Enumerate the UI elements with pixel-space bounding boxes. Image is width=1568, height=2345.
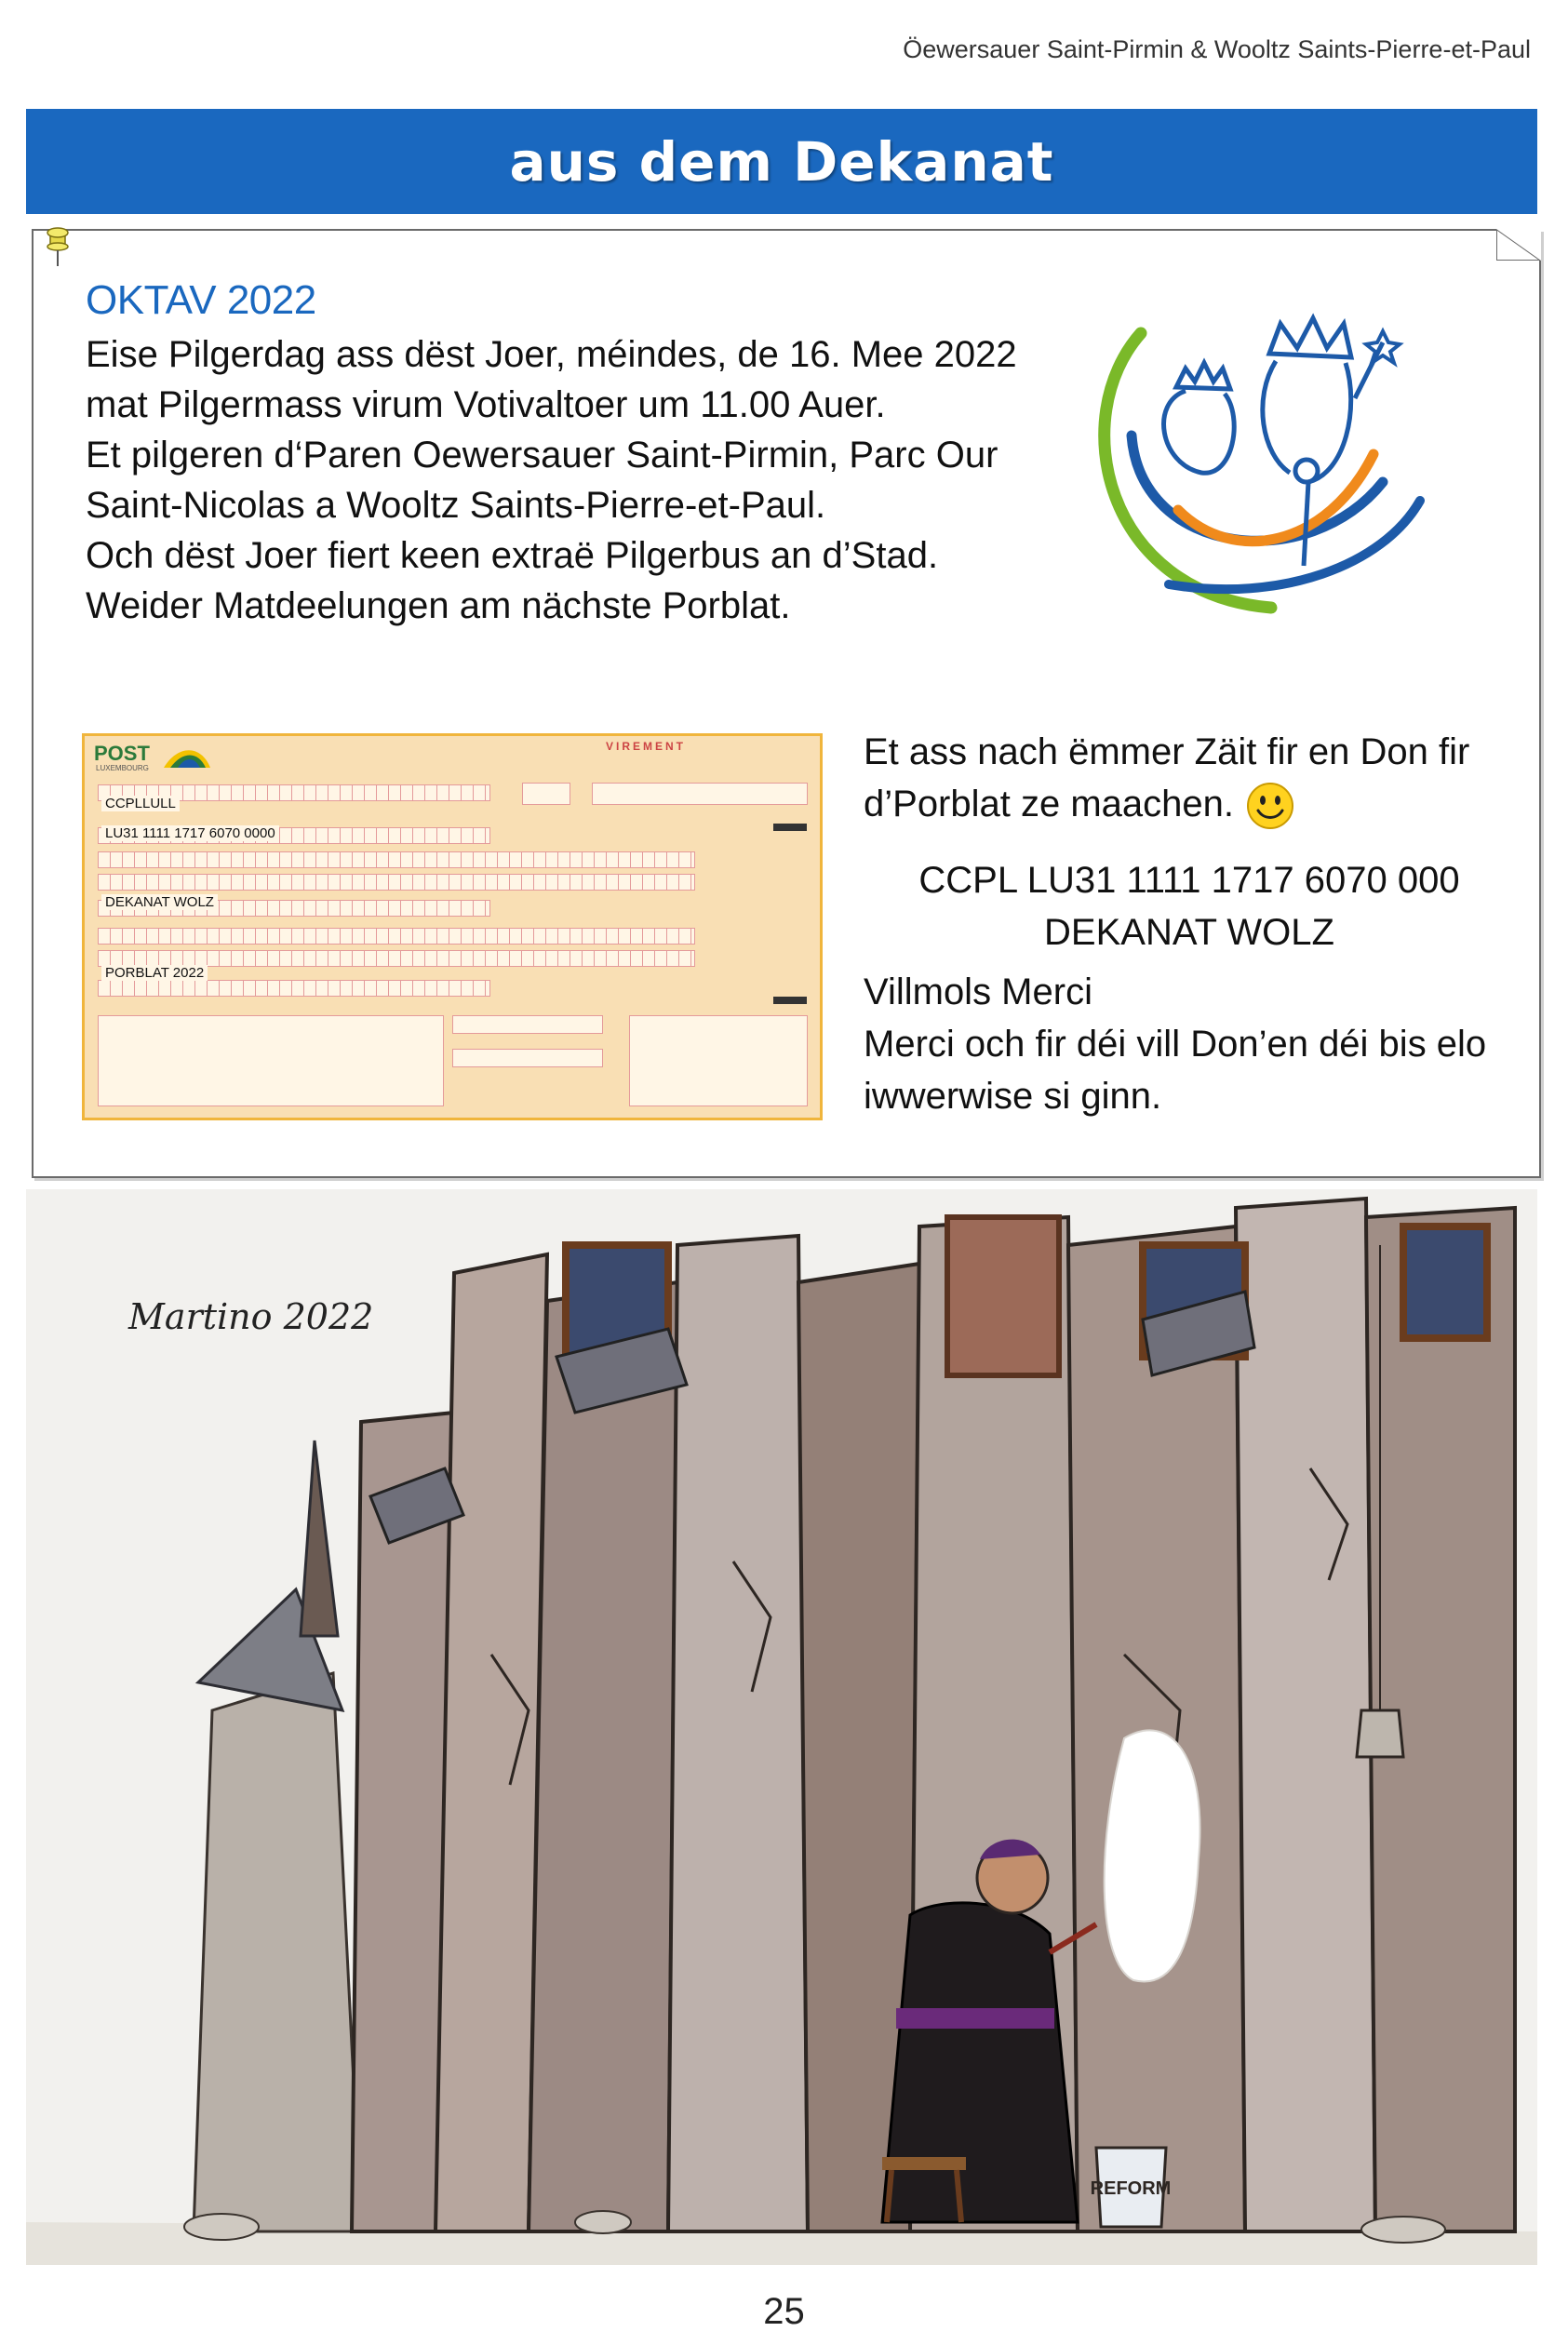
- form-row: [98, 874, 695, 891]
- push-pin-icon: [39, 221, 76, 268]
- oktav-description: [86, 329, 1053, 631]
- church-reform-cartoon: [26, 1189, 1537, 2265]
- form-beneficiary: DEKANAT WOLZ: [101, 894, 218, 910]
- page-curl-icon: [1496, 229, 1541, 261]
- thanks-text: [864, 966, 1534, 1122]
- smiley-icon: [1245, 781, 1295, 831]
- thanks-line: Villmols Merci: [864, 972, 1092, 1012]
- donation-line: d’Porblat ze maachen.: [864, 784, 1235, 824]
- form-communication: PORBLAT 2022: [101, 965, 208, 981]
- oktav-line: Weider Matdeelungen am nächste Porblat.: [86, 585, 791, 626]
- page-number: 25: [763, 2291, 805, 2332]
- thanks-line: iwwerwise si ginn.: [864, 1076, 1162, 1117]
- donation-line-with-smiley: [864, 778, 1515, 831]
- form-iban: LU31 1111 1717 6070 0000: [101, 825, 279, 841]
- form-box: [629, 1015, 808, 1106]
- form-bic: CCPLLULL: [101, 796, 180, 811]
- donation-line: Et ass nach ëmmer Zäit fir en Don fir: [864, 731, 1470, 772]
- bank-details: [864, 854, 1515, 958]
- form-marker: [773, 997, 807, 1004]
- cartoon-signature: Martino 2022: [128, 1296, 374, 1337]
- oktav-title: OKTAV 2022: [86, 277, 316, 323]
- post-logo-icon: [159, 740, 215, 773]
- bank-account-name: DEKANAT WOLZ: [1044, 912, 1334, 953]
- oktav-line: Eise Pilgerdag ass dëst Joer, méindes, de 16. Mee 2022: [86, 334, 1017, 375]
- form-box: [522, 783, 570, 805]
- form-box: [452, 1049, 603, 1067]
- form-heading: VIREMENT: [606, 740, 687, 753]
- oktav-logo-icon: [1076, 296, 1448, 631]
- transfer-form-image: [82, 733, 823, 1120]
- form-row: [98, 980, 490, 997]
- thanks-line: Merci och fir déi vill Don’en déi bis elo: [864, 1024, 1487, 1065]
- form-row: [98, 851, 695, 868]
- donation-text: [864, 726, 1515, 831]
- post-brand-sub: LUXEMBOURG: [96, 764, 149, 772]
- post-brand: POST: [94, 742, 150, 765]
- form-box: [592, 783, 808, 805]
- cartoon-illustration: [26, 1189, 1537, 2265]
- form-marker: [773, 824, 807, 831]
- form-row: [98, 928, 695, 945]
- running-head: Öewersauer Saint-Pirmin & Wooltz Saints-Pierre-et-Paul: [903, 35, 1531, 63]
- oktav-notice-card: [32, 229, 1541, 1178]
- form-box: [98, 1015, 444, 1106]
- oktav-line: Och dëst Joer fiert keen extraë Pilgerbus an d’Stad.: [86, 535, 939, 576]
- oktav-line: Et pilgeren d‘Paren Oewersauer Saint-Pirmin, Parc Our: [86, 435, 998, 476]
- bucket-label: REFORM: [1090, 2178, 1172, 2199]
- section-title: aus dem Dekanat: [509, 129, 1054, 194]
- oktav-line: mat Pilgermass virum Votivaltoer um 11.00 Auer.: [86, 384, 886, 425]
- oktav-line: Saint-Nicolas a Wooltz Saints-Pierre-et-Paul.: [86, 485, 826, 526]
- bank-account: CCPL LU31 1111 1717 6070 000: [918, 860, 1460, 901]
- section-banner: [26, 109, 1537, 214]
- form-box: [452, 1015, 603, 1034]
